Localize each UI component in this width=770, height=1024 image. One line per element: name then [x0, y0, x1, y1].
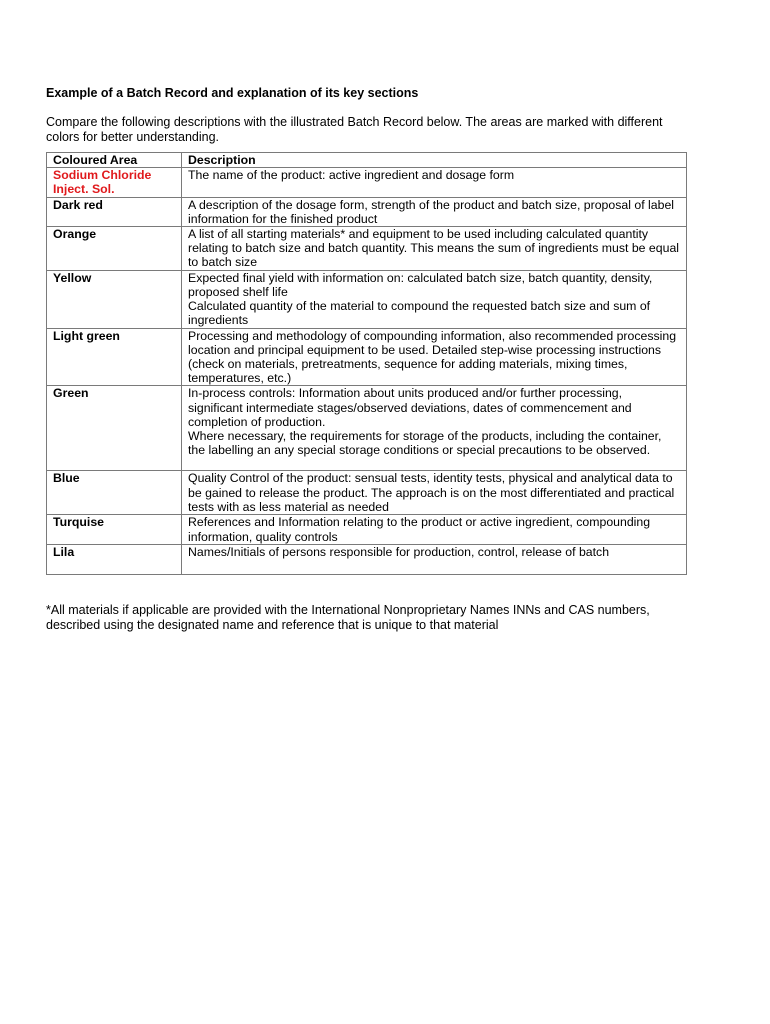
- document-title: Example of a Batch Record and explanation of its key sections: [46, 86, 419, 100]
- table-row: [47, 515, 687, 544]
- description-cell: [182, 386, 687, 471]
- table-row: [47, 328, 687, 386]
- document-page: [46, 86, 686, 634]
- table-row: [47, 227, 687, 271]
- area-cell: Light green: [47, 328, 182, 386]
- table-row: [47, 270, 687, 328]
- area-cell: Sodium Chloride Inject. Sol.: [47, 168, 182, 197]
- table-header-row: [47, 153, 687, 168]
- area-cell: Green: [47, 386, 182, 471]
- area-cell: Lila: [47, 544, 182, 574]
- description-line: Where necessary, the requirements for storage of the products, including the container, the labelling an any special storage conditions or special precautions to be observed.: [188, 429, 662, 458]
- header-description: Description: [182, 153, 687, 168]
- description-cell: Names/Initials of persons responsible for production, control, release of batch: [182, 544, 687, 574]
- description-line: Calculated quantity of the material to compound the requested batch size and sum of ingredients: [188, 299, 651, 328]
- description-line: Expected final yield with information on: calculated batch size, batch quantity, density, proposed shelf life: [188, 270, 653, 299]
- description-line: In-process controls: Information about units produced and/or further processing, significant intermediate stages/observed deviations, dates of commencement and completion of production.: [188, 386, 632, 429]
- area-cell: Dark red: [47, 197, 182, 226]
- description-cell: A list of all starting materials* and equipment to be used including calculated quantity relating to batch size and batch quantity. This means the sum of ingredients must be equal to batch size: [182, 227, 687, 271]
- intro-paragraph: Compare the following descriptions with the illustrated Batch Record below. The areas are marked with different colors for better understanding.: [46, 115, 663, 144]
- description-cell: References and Information relating to the product or active ingredient, compounding information, quality controls: [182, 515, 687, 544]
- area-cell: Orange: [47, 227, 182, 271]
- batch-record-table: [46, 152, 687, 575]
- table-row: [47, 471, 687, 515]
- area-cell: Turquise: [47, 515, 182, 544]
- description-cell: Processing and methodology of compounding information, also recommended processing location and principal equipment to be used. Detailed step-wise processing instructions (check on materials, pretreatments, sequence for adding materials, mixing times, temperatures, etc.): [182, 328, 687, 386]
- area-cell: Blue: [47, 471, 182, 515]
- table-row: [47, 544, 687, 574]
- description-cell: The name of the product: active ingredient and dosage form: [182, 168, 687, 197]
- table-row: [47, 168, 687, 197]
- header-coloured-area: Coloured Area: [47, 153, 182, 168]
- description-cell: [182, 270, 687, 328]
- table-row: [47, 386, 687, 471]
- area-cell: Yellow: [47, 270, 182, 328]
- footnote: *All materials if applicable are provided with the International Nonproprietary Names INNs and CAS numbers, described using the designated name and reference that is unique to that material: [46, 602, 650, 633]
- table-row: [47, 197, 687, 226]
- description-cell: Quality Control of the product: sensual tests, identity tests, physical and analytical data to be gained to release the product. The approach is on the most differentiated and practical tests with as less material as needed: [182, 471, 687, 515]
- description-cell: A description of the dosage form, strength of the product and batch size, proposal of label information for the finished product: [182, 197, 687, 226]
